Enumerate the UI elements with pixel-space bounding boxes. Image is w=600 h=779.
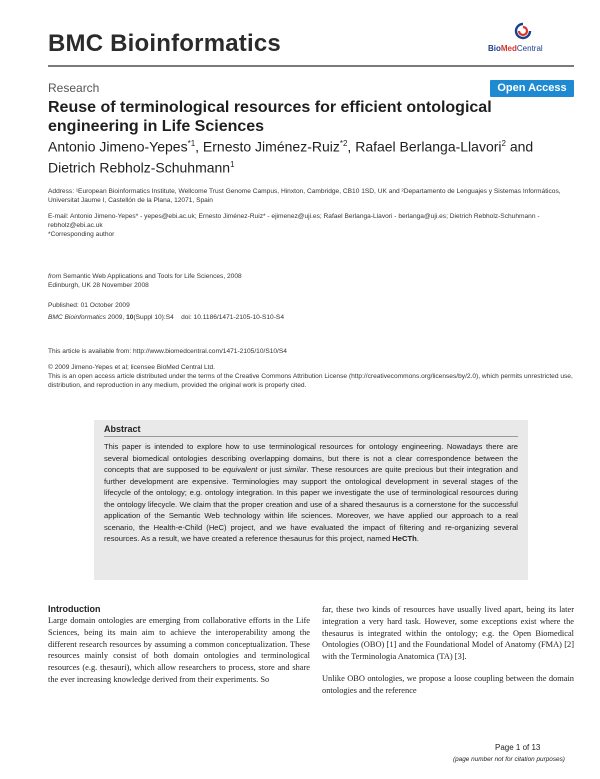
body-paragraph: Unlike OBO ontologies, we propose a loose coupling between the domain ontologies and the reference bbox=[322, 673, 574, 695]
abstract-text: This paper is intended to explore how to use terminological resources for ontology engineering. Nowadays there are several biomedical ontologies describing overlapping domains, but there is not a clear correspondence between the concepts that are supposed to be equivalent or just similar. These resources are quite precious but their integration and further development are expensive. Terminologies may support the ontological development in several stages of the lifecycle of the ontology; e.g. ontology integration. In this paper we investigate the use of terminological resources during the ontology lifecycle. We claim that the proper creation and use of a shared thesaurus is a cornerstone for the successful application of the Semantic Web technology within life sciences. Moreover, we have applied our approach to a real scenario, the Health-e-Child (HeC) project, and we have evaluated the impact of filtering and re-organizing several resources. As a result, we have created a reference thesaurus for this project, named HeCTh. bbox=[104, 442, 518, 543]
abstract-heading: Abstract bbox=[104, 424, 141, 434]
logo-wordmark: BioMedCentral bbox=[488, 44, 543, 53]
page-number: Page 1 of 13 bbox=[495, 743, 541, 752]
paper-title: Reuse of terminological resources for efficient ontological engineering in Life Sciences bbox=[48, 99, 492, 135]
author-affiliation-marker: 1 bbox=[230, 159, 235, 169]
citation-journal: BMC Bioinformatics bbox=[48, 314, 106, 321]
body-paragraph: far, these two kinds of resources have usually lived apart, being its later integration a very hard task. However, some exceptions exist where the thesaurus is integrated within the ontology; e.g. the Open Biomedical Ontologies (OBO) [1] and the Foundational Model of Anatomy (FMA) [2] with the Terminologia Anatomica (TA) [3]. bbox=[322, 605, 574, 662]
body-column-right bbox=[322, 604, 574, 707]
citation-line bbox=[48, 313, 284, 322]
introduction-heading: Introduction bbox=[48, 604, 101, 614]
corresponding-author-note: *Corresponding author bbox=[48, 231, 115, 238]
copyright-line: © 2009 Jimeno-Yepes et al; licensee BioMed Central Ltd. bbox=[48, 364, 215, 371]
publisher-logo bbox=[488, 22, 558, 58]
article-url-line[interactable]: This article is available from: http://www.biomedcentral.com/1471-2105/10/S10/S4 bbox=[48, 348, 287, 355]
author-name: Dietrich Rebholz-Schuhmann bbox=[48, 159, 231, 176]
author-affiliation-marker: *1 bbox=[187, 139, 196, 148]
license-text: This is an open access article distributed under the terms of the Creative Commons Attribution License (http://creativecommons.org/licenses/by/2.0), which permits unrestricted use, distribution, and reproduction in any medium, provided the original work is properly cited. bbox=[48, 373, 573, 389]
author-affiliation-marker: *2 bbox=[339, 139, 348, 148]
from-source: Semantic Web Applications and Tools for Life Sciences, 2008 bbox=[63, 273, 242, 280]
citation-year: 2009, bbox=[107, 314, 127, 321]
abstract-box bbox=[94, 420, 528, 580]
author-list: Antonio Jimeno-Yepes$^{*1}$, Ernesto Jiménez-Ruiz$^{*2}$, Rafael Berlanga-Llavori$^2$ and Dietrich Rebholz-Schuhmann$^1$ bbox=[48, 138, 534, 176]
body-column-left: Large domain ontologies are emerging from collaborative efforts in the Life Sciences, being its main aim to achieve the interoperability among the different research resources by assuming a common conceptualization. These resources mainly consist of both domain ontologies and terminological resources (e.g. thesauri), which allow researchers to process, store and share the ever increasing knowledge derived from their experiments. So bbox=[48, 616, 310, 684]
author-affiliation-marker: 2 bbox=[501, 139, 506, 148]
author-name: Ernesto Jiménez-Ruiz bbox=[202, 138, 340, 155]
conference-source bbox=[48, 272, 448, 290]
published-date: Published: 01 October 2009 bbox=[48, 302, 130, 309]
author-name: Rafael Berlanga-Llavori bbox=[355, 138, 502, 155]
article-type: Research bbox=[48, 81, 100, 95]
citation-volume: 10 bbox=[126, 314, 134, 321]
journal-title: BMC Bioinformatics bbox=[48, 30, 281, 57]
biomed-central-logo-icon bbox=[514, 22, 532, 40]
page-number-note: (page number not for citation purposes) bbox=[453, 756, 565, 763]
citation-doi[interactable]: doi: 10.1186/1471-2105-10-S10-S4 bbox=[181, 314, 284, 321]
header-divider bbox=[48, 65, 574, 67]
abstract-divider bbox=[104, 436, 518, 437]
from-prefix: from bbox=[48, 273, 62, 280]
author-name: Antonio Jimeno-Yepes bbox=[48, 138, 188, 155]
citation-issue: (Suppl 10):S4 bbox=[133, 314, 174, 321]
author-emails: E-mail: Antonio Jimeno-Yepes* - yepes@ebi.ac.uk; Ernesto Jiménez-Ruiz* - ejimenez@uji.es; Rafael Berlanga-Llavori - berlanga@uji.es; Dietrich Rebholz-Schuhmann - rebholz@ebi.ac.uk bbox=[48, 213, 540, 229]
open-access-badge: Open Access bbox=[490, 80, 574, 97]
from-place: Edinburgh, UK 28 November 2008 bbox=[48, 282, 149, 289]
author-address: Address: ¹European Bioinformatics Institute, Wellcome Trust Genome Campus, Hinxton, Cambridge, CB10 1SD, UK and ²Departamento de Lenguajes y Sistemas Informáticos, Universitat Jaume I, Castellón de la Plana, 12071, Spain bbox=[48, 188, 561, 204]
